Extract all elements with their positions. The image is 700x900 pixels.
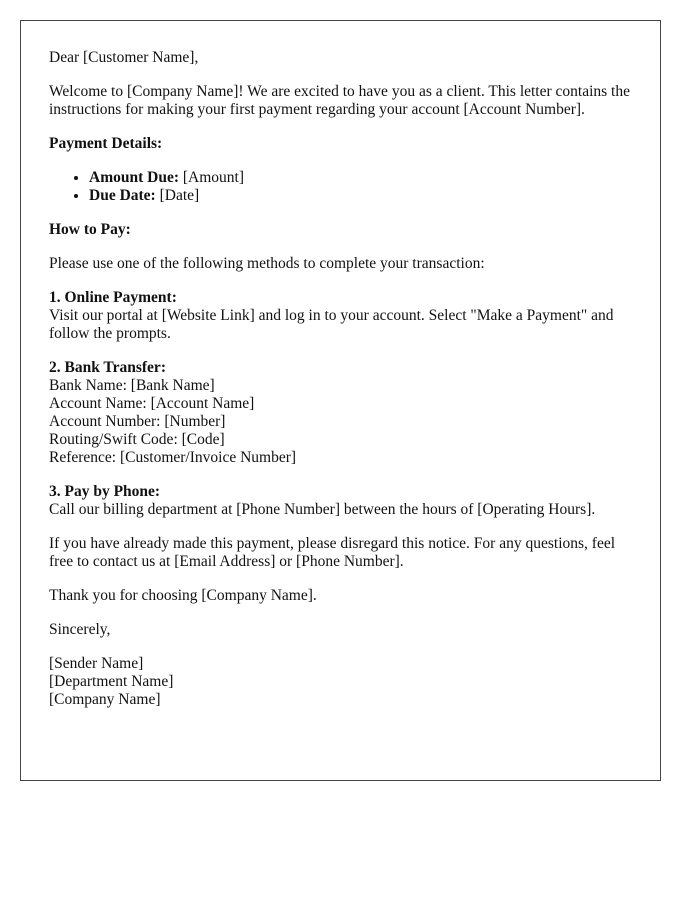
pay-by-phone-heading: 3. Pay by Phone: [49,483,161,500]
online-payment-section [49,289,632,343]
pay-by-phone-text: Call our billing department at [Phone Number] between the hours of [Operating Hours]. [49,501,596,518]
list-item-amount-due [89,169,632,187]
account-name-line: Account Name: [Account Name] [49,395,255,412]
amount-due-value: [Amount] [179,169,245,186]
greeting: Dear [Customer Name], [49,49,199,66]
routing-code-line: Routing/Swift Code: [Code] [49,431,225,448]
disregard-note: If you have already made this payment, please disregard this notice. For any questions, feel free to contact us at [Email Address] or [Phone Number]. [49,535,616,570]
due-date-value: [Date] [155,187,200,204]
payment-details-heading: Payment Details: [49,135,163,152]
online-payment-heading: 1. Online Payment: [49,289,177,306]
closing-line: Sincerely, [49,621,111,638]
pay-by-phone-section [49,483,632,519]
bank-name-line: Bank Name: [Bank Name] [49,377,215,394]
thanks-line: Thank you for choosing [Company Name]. [49,587,317,604]
intro-paragraph: Welcome to [Company Name]! We are excited to have you as a client. This letter contains the instructions for making your first payment regarding your account [Account Number]. [49,83,630,118]
account-number-line: Account Number: [Number] [49,413,226,430]
list-item-due-date [89,187,632,205]
company-name: [Company Name] [49,691,161,708]
online-payment-text: Visit our portal at [Website Link] and log in to your account. Select "Make a Payment" and follow the prompts. [49,307,614,342]
sender-name: [Sender Name] [49,655,144,672]
bank-transfer-heading: 2. Bank Transfer: [49,359,166,376]
how-to-pay-heading: How to Pay: [49,221,131,238]
reference-line: Reference: [Customer/Invoice Number] [49,449,297,466]
how-to-pay-intro: Please use one of the following methods to complete your transaction: [49,255,485,272]
bank-transfer-section [49,359,632,467]
payment-details-list [49,169,632,205]
signature-block [49,655,632,709]
amount-due-label: Amount Due: [89,169,179,186]
department-name: [Department Name] [49,673,174,690]
letter-page [20,20,661,781]
due-date-label: Due Date: [89,187,156,204]
